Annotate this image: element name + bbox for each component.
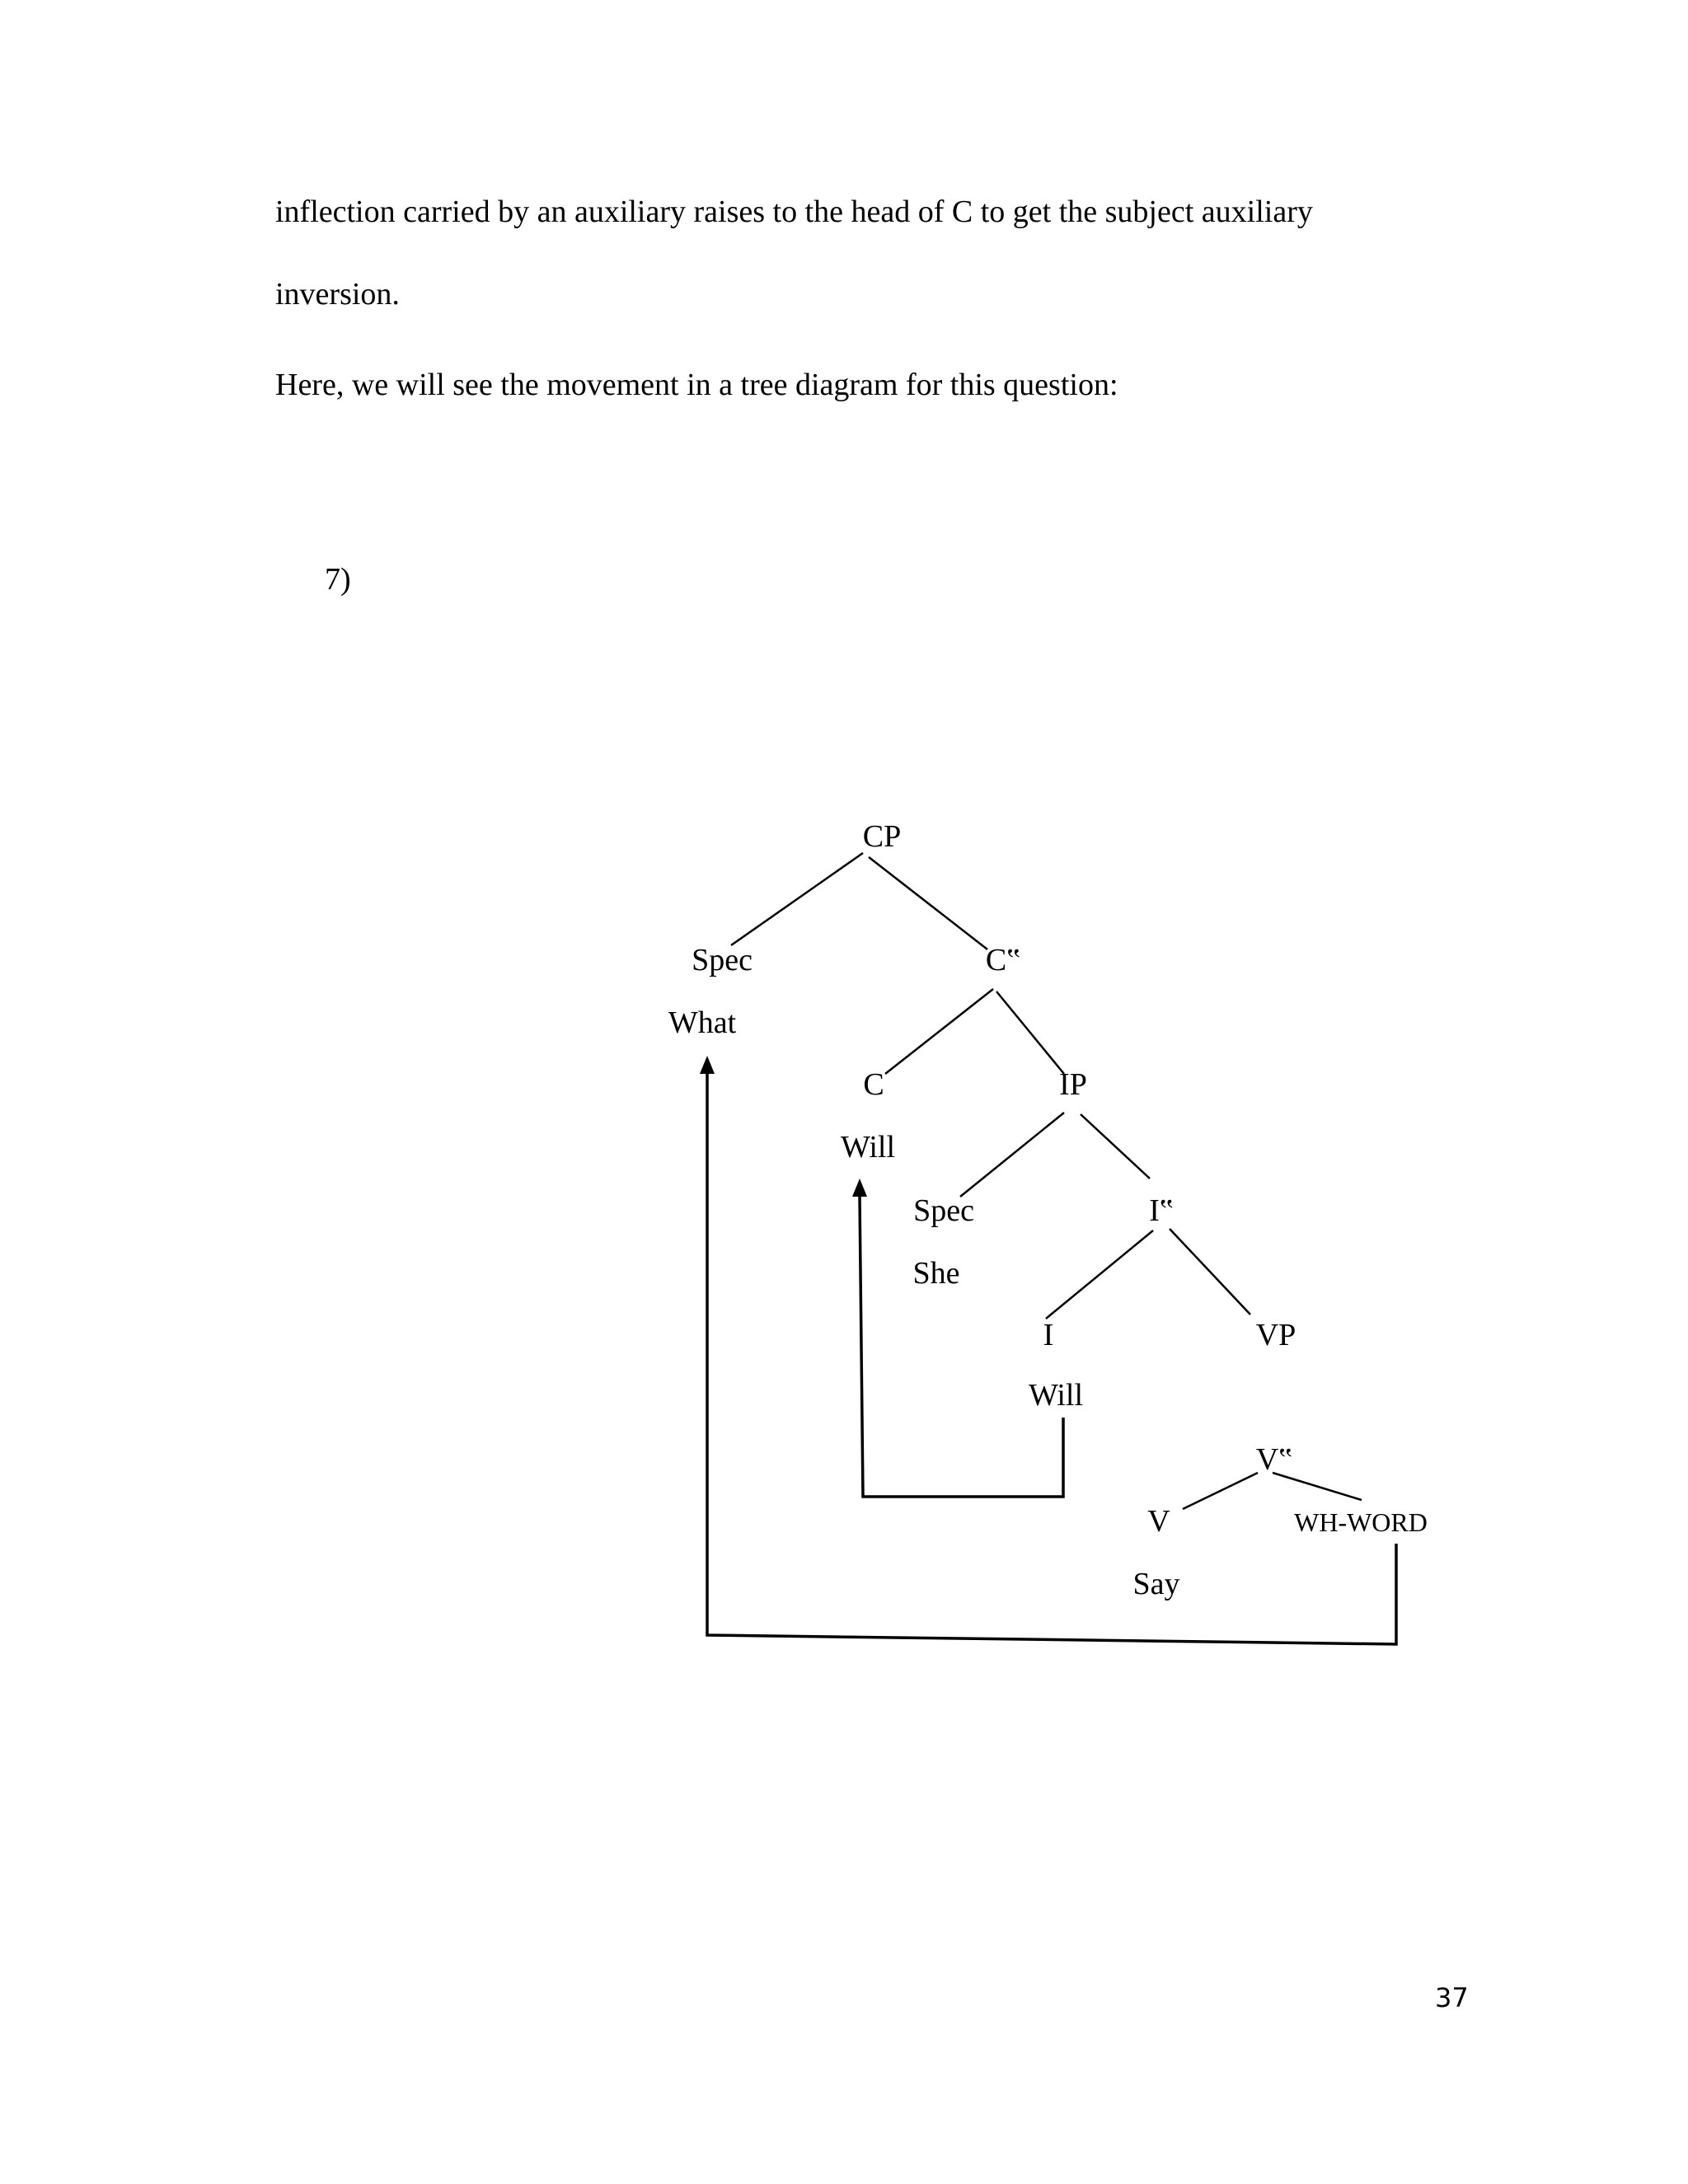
paragraph-2: inversion. — [275, 277, 400, 312]
branch-cp-spec — [731, 853, 863, 945]
node-say: Say — [1132, 1567, 1180, 1601]
node-vp: VP — [1255, 1318, 1296, 1352]
node-v-bar: V‟ — [1255, 1442, 1293, 1477]
arrowhead-will — [852, 1179, 867, 1197]
paragraph-1: inflection carried by an auxiliary raises to the head of C to get the subject auxiliary — [275, 194, 1313, 229]
branch-cp-c-bar — [869, 857, 987, 949]
node-c: C — [863, 1067, 884, 1102]
example-number: 7) — [325, 562, 351, 597]
page-number: 37 — [1435, 1982, 1469, 2013]
node-wh-word: WH-WORD — [1294, 1507, 1428, 1537]
node-i-bar: I‟ — [1149, 1193, 1174, 1228]
arrowhead-wh — [700, 1056, 715, 1074]
branch-v-bar-v — [1183, 1473, 1258, 1509]
node-spec-c: Spec — [692, 943, 753, 977]
paragraph-3: Here, we will see the movement in a tree diagram for this question: — [275, 368, 1118, 402]
node-what: What — [668, 1005, 737, 1040]
movement-arrow-will — [860, 1197, 1063, 1497]
branch-ip-spec — [960, 1113, 1064, 1197]
branch-i-bar-vp — [1170, 1229, 1250, 1315]
node-v: V — [1147, 1504, 1170, 1539]
node-will-c: Will — [840, 1130, 896, 1165]
branch-v-bar-wh-word — [1273, 1473, 1362, 1500]
node-cp: CP — [862, 819, 902, 854]
movement-arrow-wh — [707, 1074, 1396, 1644]
branch-c-bar-ip — [996, 991, 1064, 1074]
node-she: She — [912, 1256, 960, 1291]
branch-ip-i-bar — [1081, 1114, 1150, 1179]
branch-i-bar-i — [1046, 1230, 1153, 1319]
node-will-i: Will — [1028, 1378, 1084, 1413]
node-c-bar: C‟ — [985, 943, 1021, 977]
node-ip: IP — [1059, 1067, 1087, 1102]
branch-c-bar-c — [885, 989, 993, 1074]
node-spec-i: Spec — [913, 1193, 974, 1228]
node-i: I — [1043, 1318, 1054, 1352]
